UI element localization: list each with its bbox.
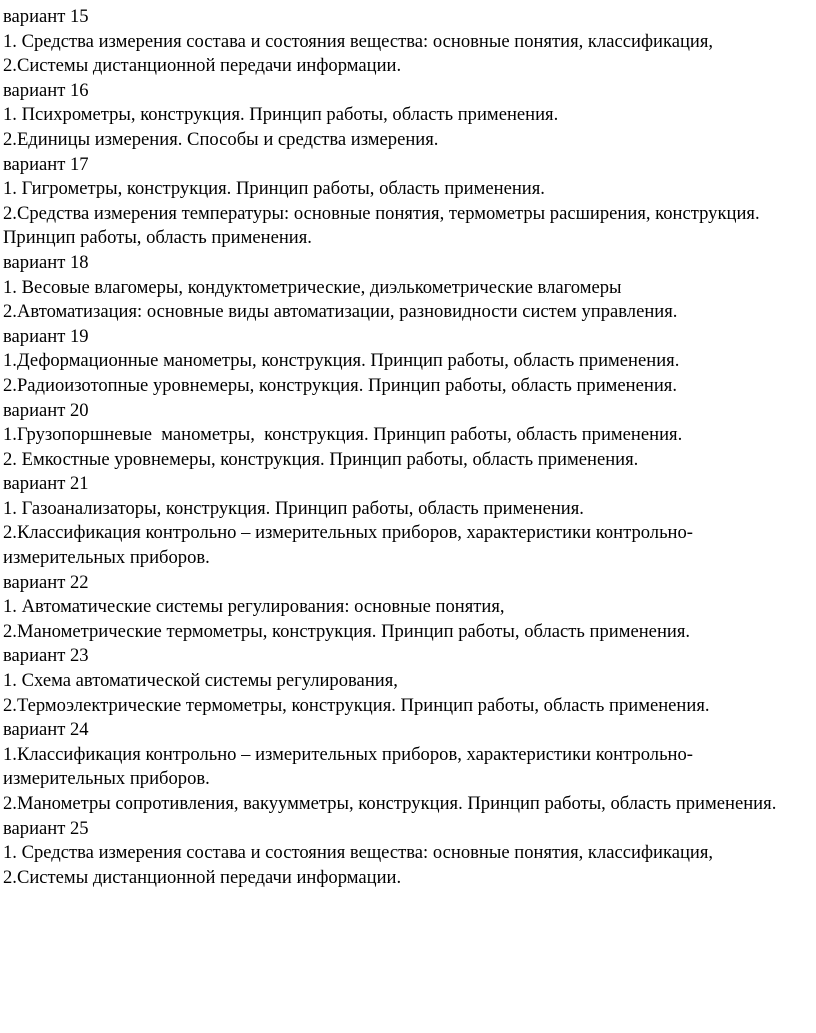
question-1: 1. Газоанализаторы, конструкция. Принцип работы, область применения. [3,497,584,519]
variant-24 [3,718,816,816]
variant-heading: вариант 20 [3,399,89,421]
variant-23 [3,644,816,718]
question-1: 1. Психрометры, конструкция. Принцип работы, область применения. [3,104,559,126]
question-1: 1. Схема автоматической системы регулирования, [3,670,398,692]
question-1: 1. Гигрометры, конструкция. Принцип работы, область применения. [3,178,545,200]
variant-25 [3,817,816,891]
question-2: 2.Единицы измерения. Способы и средства измерения. [3,128,439,150]
variant-heading: вариант 24 [3,719,89,741]
question-1: 1.Классификация контрольно – измерительных приборов, характеристики контрольно-измерительных приборов. [3,743,693,790]
variant-heading: вариант 19 [3,325,89,347]
variant-heading: вариант 23 [3,645,89,667]
question-2: 2.Манометры сопротивления, вакуумметры, конструкция. Принцип работы, область применения. [3,793,777,814]
question-2: 2. Емкостные уровнемеры, конструкция. Принцип работы, область применения. [3,448,639,470]
variant-heading: вариант 17 [3,153,89,175]
variant-heading: вариант 15 [3,6,89,27]
variant-16 [3,79,816,153]
question-1: 1. Автоматические системы регулирования: основные понятия, [3,596,505,618]
variant-heading: вариант 25 [3,817,89,839]
question-1: 1. Весовые влагомеры, кондуктометрические, диэлькометрические влагомеры [3,276,622,298]
variant-18 [3,251,816,325]
question-2: 2.Манометрические термометры, конструкция. Принцип работы, область применения. [3,620,691,642]
variant-21 [3,472,816,570]
question-1: 1. Средства измерения состава и состояния вещества: основные понятия, классификация, [3,30,714,52]
question-2: 2.Системы дистанционной передачи информации. [3,866,402,888]
variant-heading: вариант 21 [3,473,89,495]
variant-heading: вариант 18 [3,251,89,273]
variant-17 [3,153,816,251]
variant-heading: вариант 22 [3,571,89,593]
question-1: 1.Деформационные манометры, конструкция. Принцип работы, область применения. [3,350,680,372]
question-1: 1. Средства измерения состава и состояния вещества: основные понятия, классификация, [3,842,714,864]
question-2: 2.Радиоизотопные уровнемеры, конструкция. Принцип работы, область применения. [3,374,677,396]
variant-15 [3,5,816,79]
variant-20 [3,399,816,473]
question-2: 2.Системы дистанционной передачи информации. [3,55,402,77]
variant-22 [3,571,816,645]
question-2: 2.Средства измерения температуры: основные понятия, термометры расширения, конструкция. Принцип работы, область применения. [3,202,760,249]
variant-19 [3,325,816,399]
question-2: 2.Классификация контрольно – измерительных приборов, характеристики контрольно-измерительных приборов. [3,522,693,569]
question-2: 2.Термоэлектрические термометры, конструкция. Принцип работы, область применения. [3,694,710,716]
variant-heading: вариант 16 [3,79,89,101]
question-1: 1.Грузопоршневые манометры, конструкция. Принцип работы, область применения. [3,424,683,446]
question-2: 2.Автоматизация: основные виды автоматизации, разновидности систем управления. [3,301,678,323]
